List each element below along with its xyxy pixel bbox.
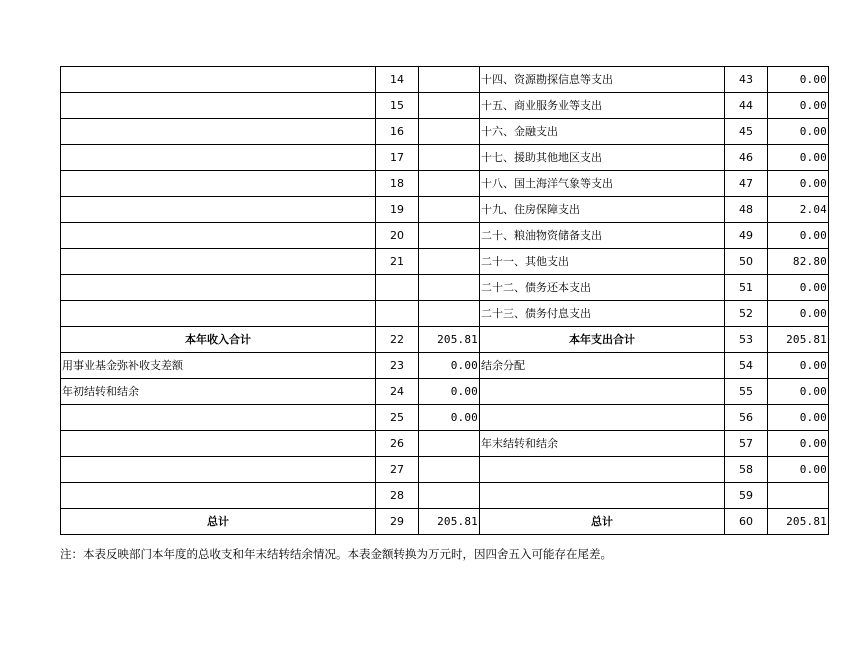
right-amount-cell: 0.00 (768, 93, 829, 119)
right-row-number-cell: 49 (725, 223, 768, 249)
right-amount-cell: 82.80 (768, 249, 829, 275)
right-item-cell: 二十三、债务付息支出 (480, 301, 725, 327)
left-amount-cell (419, 301, 480, 327)
table-row (61, 379, 829, 405)
table-row (61, 405, 829, 431)
right-row-number-cell: 52 (725, 301, 768, 327)
right-amount-cell: 205.81 (768, 327, 829, 353)
right-amount-cell: 0.00 (768, 171, 829, 197)
table-footnote: 注：本表反映部门本年度的总收支和年末结转结余情况。本表金额转换为万元时，因四舍五入可能存在尾差。 (60, 547, 612, 561)
right-item-cell (480, 457, 725, 483)
left-amount-cell (419, 171, 480, 197)
right-item-cell: 二十、粮油物资储备支出 (480, 223, 725, 249)
right-amount-cell: 205.81 (768, 509, 829, 535)
left-row-number-cell: 14 (376, 67, 419, 93)
left-item-cell: 年初结转和结余 (61, 379, 376, 405)
right-amount-cell (768, 483, 829, 509)
left-item-cell (61, 93, 376, 119)
left-amount-cell (419, 483, 480, 509)
left-item-cell (61, 249, 376, 275)
left-amount-cell: 205.81 (419, 327, 480, 353)
right-amount-cell: 0.00 (768, 431, 829, 457)
table-row (61, 93, 829, 119)
left-row-number-cell: 15 (376, 93, 419, 119)
right-row-number-cell: 60 (725, 509, 768, 535)
right-item-cell: 二十二、债务还本支出 (480, 275, 725, 301)
right-item-cell: 结余分配 (480, 353, 725, 379)
right-amount-cell: 0.00 (768, 145, 829, 171)
left-row-number-cell: 18 (376, 171, 419, 197)
left-amount-cell (419, 249, 480, 275)
table-row (61, 119, 829, 145)
table-row (61, 353, 829, 379)
left-row-number-cell: 25 (376, 405, 419, 431)
right-amount-cell: 0.00 (768, 223, 829, 249)
right-item-cell (480, 483, 725, 509)
table-row (61, 171, 829, 197)
table-row (61, 145, 829, 171)
left-item-cell (61, 301, 376, 327)
right-amount-cell: 2.04 (768, 197, 829, 223)
left-amount-cell (419, 67, 480, 93)
left-item-cell: 用事业基金弥补收支差额 (61, 353, 376, 379)
left-row-number-cell: 16 (376, 119, 419, 145)
left-row-number-cell (376, 301, 419, 327)
left-item-cell: 总计 (61, 509, 376, 535)
table-row (61, 249, 829, 275)
right-amount-cell: 0.00 (768, 405, 829, 431)
left-amount-cell (419, 275, 480, 301)
right-item-cell (480, 379, 725, 405)
right-item-cell: 十八、国土海洋气象等支出 (480, 171, 725, 197)
right-row-number-cell: 53 (725, 327, 768, 353)
left-item-cell (61, 431, 376, 457)
income-expenditure-table-section (60, 66, 829, 535)
left-row-number-cell: 21 (376, 249, 419, 275)
right-item-cell: 二十一、其他支出 (480, 249, 725, 275)
left-row-number-cell: 20 (376, 223, 419, 249)
table-row (61, 223, 829, 249)
left-item-cell (61, 405, 376, 431)
table-row (61, 457, 829, 483)
right-item-cell: 十六、金融支出 (480, 119, 725, 145)
right-row-number-cell: 54 (725, 353, 768, 379)
left-row-number-cell: 26 (376, 431, 419, 457)
right-row-number-cell: 45 (725, 119, 768, 145)
right-row-number-cell: 46 (725, 145, 768, 171)
table-row (61, 275, 829, 301)
right-row-number-cell: 51 (725, 275, 768, 301)
left-amount-cell: 0.00 (419, 379, 480, 405)
left-item-cell (61, 119, 376, 145)
table-row (61, 431, 829, 457)
left-item-cell (61, 145, 376, 171)
right-amount-cell: 0.00 (768, 457, 829, 483)
left-row-number-cell: 27 (376, 457, 419, 483)
right-item-cell: 十五、商业服务业等支出 (480, 93, 725, 119)
table-body (61, 67, 829, 535)
right-item-cell: 本年支出合计 (480, 327, 725, 353)
left-amount-cell (419, 93, 480, 119)
table-row (61, 483, 829, 509)
left-amount-cell: 0.00 (419, 405, 480, 431)
right-amount-cell: 0.00 (768, 301, 829, 327)
left-item-cell (61, 275, 376, 301)
right-amount-cell: 0.00 (768, 275, 829, 301)
left-amount-cell: 205.81 (419, 509, 480, 535)
right-item-cell: 十四、资源勘探信息等支出 (480, 67, 725, 93)
right-row-number-cell: 48 (725, 197, 768, 223)
table-row-total (61, 509, 829, 535)
right-item-cell (480, 405, 725, 431)
right-row-number-cell: 55 (725, 379, 768, 405)
right-row-number-cell: 50 (725, 249, 768, 275)
right-row-number-cell: 58 (725, 457, 768, 483)
right-row-number-cell: 44 (725, 93, 768, 119)
table-row (61, 301, 829, 327)
right-amount-cell: 0.00 (768, 379, 829, 405)
left-item-cell (61, 67, 376, 93)
left-item-cell: 本年收入合计 (61, 327, 376, 353)
right-amount-cell: 0.00 (768, 353, 829, 379)
left-amount-cell: 0.00 (419, 353, 480, 379)
right-row-number-cell: 56 (725, 405, 768, 431)
table-row (61, 197, 829, 223)
left-row-number-cell: 22 (376, 327, 419, 353)
left-item-cell (61, 457, 376, 483)
right-item-cell: 十九、住房保障支出 (480, 197, 725, 223)
left-item-cell (61, 223, 376, 249)
table-row-total (61, 327, 829, 353)
table-row (61, 67, 829, 93)
left-amount-cell (419, 197, 480, 223)
right-amount-cell: 0.00 (768, 119, 829, 145)
left-row-number-cell: 28 (376, 483, 419, 509)
left-row-number-cell: 19 (376, 197, 419, 223)
left-row-number-cell: 23 (376, 353, 419, 379)
left-row-number-cell: 17 (376, 145, 419, 171)
left-row-number-cell (376, 275, 419, 301)
left-item-cell (61, 197, 376, 223)
left-amount-cell (419, 223, 480, 249)
right-item-cell: 年末结转和结余 (480, 431, 725, 457)
right-row-number-cell: 59 (725, 483, 768, 509)
left-amount-cell (419, 431, 480, 457)
left-amount-cell (419, 145, 480, 171)
left-item-cell (61, 483, 376, 509)
right-item-cell: 总计 (480, 509, 725, 535)
income-expenditure-table (60, 66, 829, 535)
right-row-number-cell: 43 (725, 67, 768, 93)
left-amount-cell (419, 119, 480, 145)
right-row-number-cell: 57 (725, 431, 768, 457)
left-amount-cell (419, 457, 480, 483)
right-item-cell: 十七、援助其他地区支出 (480, 145, 725, 171)
left-item-cell (61, 171, 376, 197)
right-amount-cell: 0.00 (768, 67, 829, 93)
left-row-number-cell: 24 (376, 379, 419, 405)
right-row-number-cell: 47 (725, 171, 768, 197)
left-row-number-cell: 29 (376, 509, 419, 535)
